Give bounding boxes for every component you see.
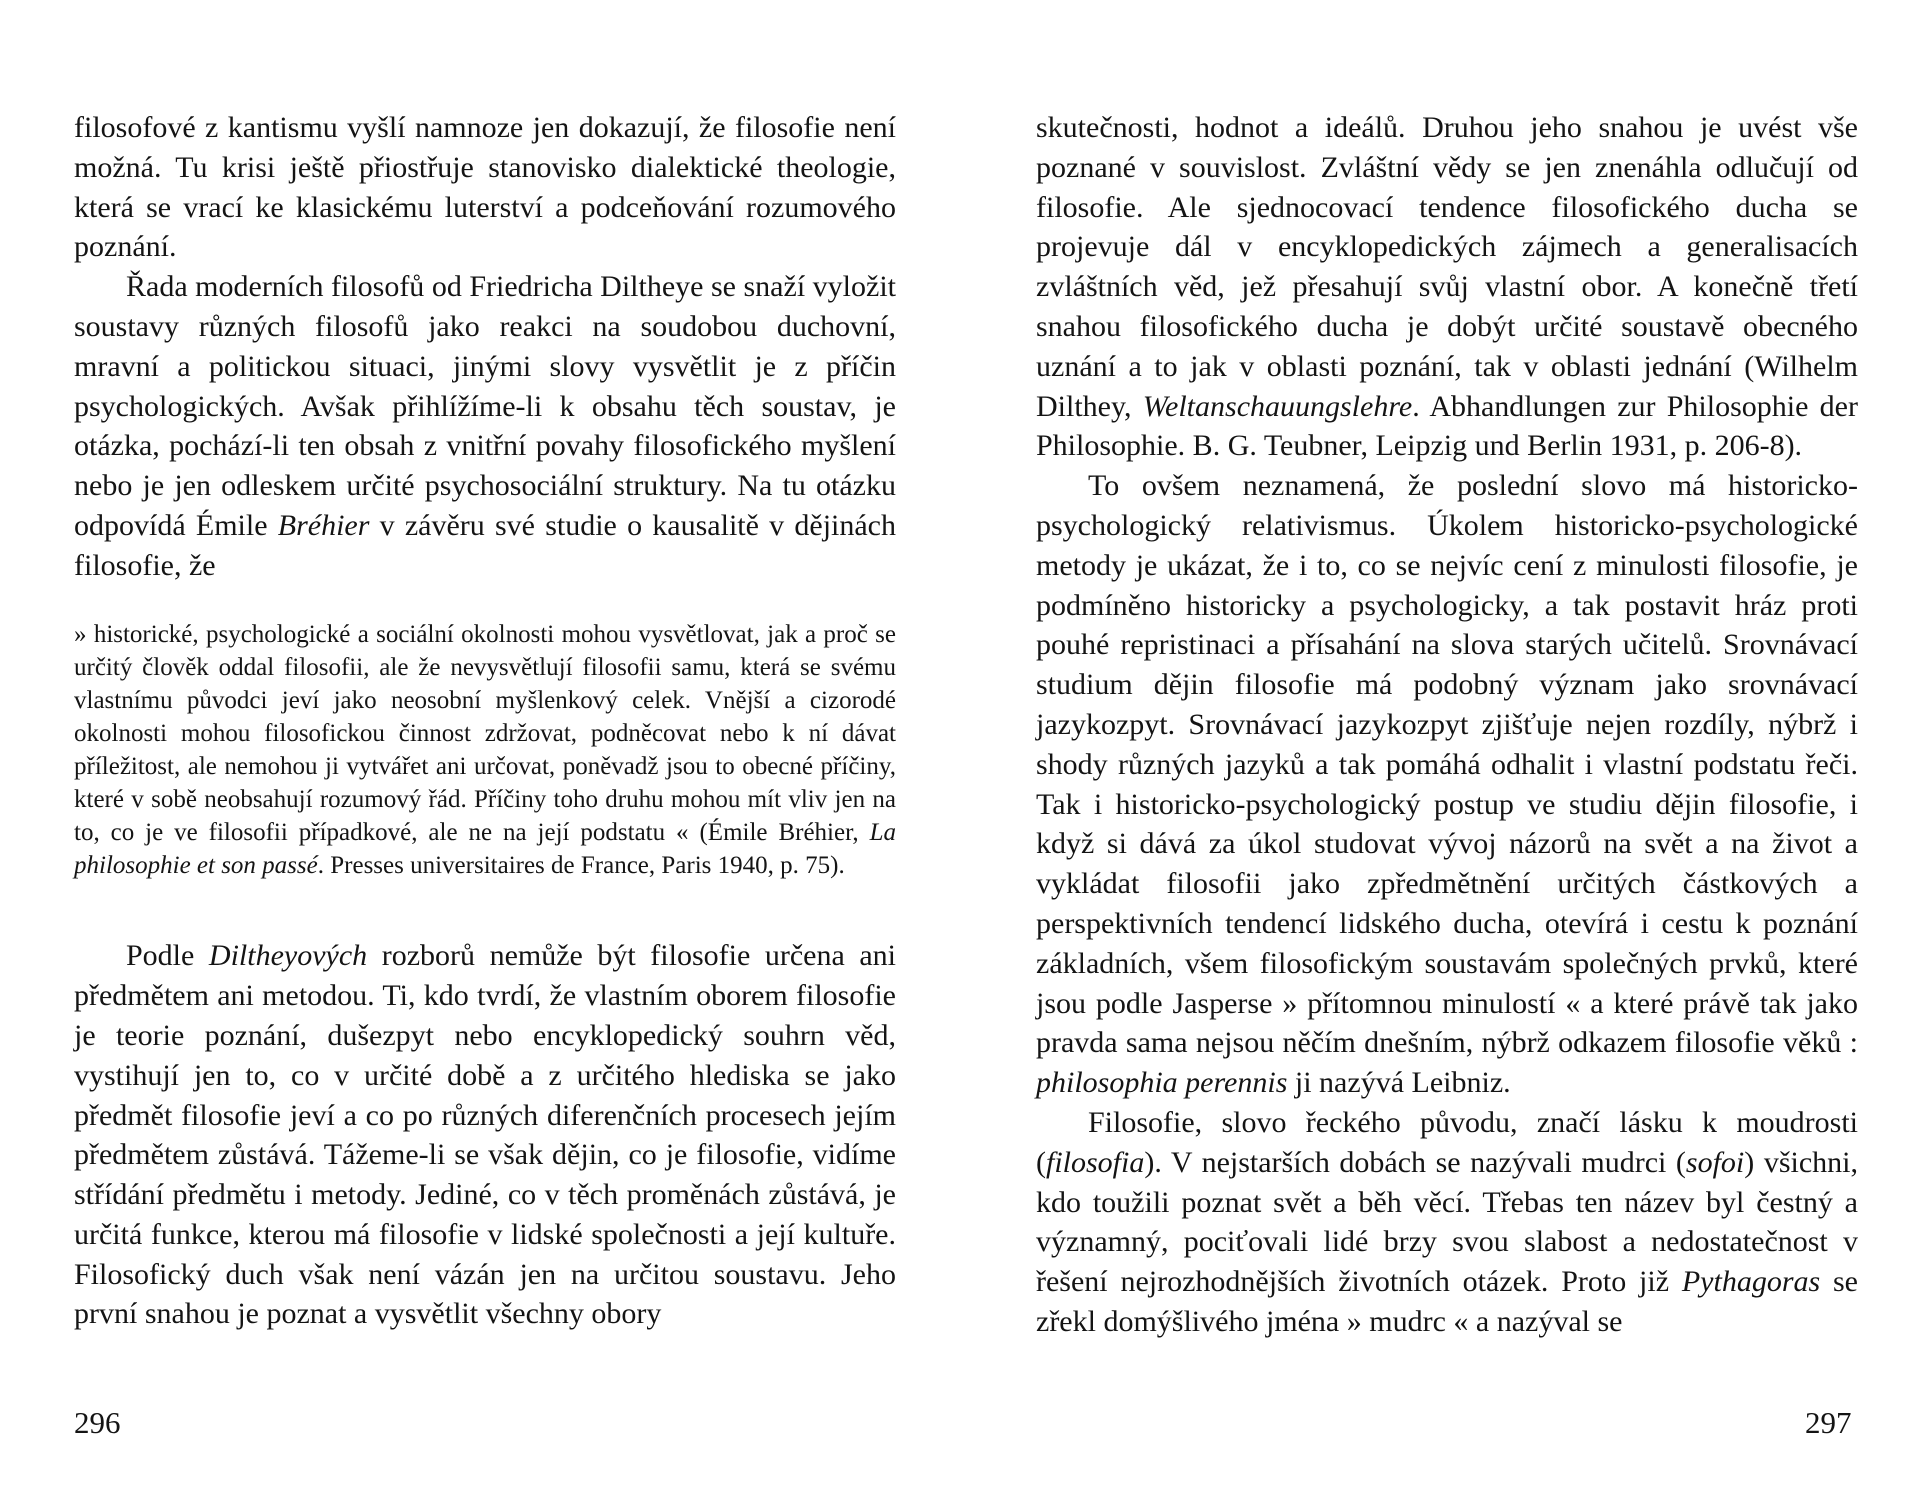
left-page <box>74 108 896 1334</box>
right-para2-text-end: ji nazývá Leibniz. <box>1287 1066 1511 1100</box>
quoted-book-title: La philosophie et son passé <box>74 819 896 880</box>
right-para3-text-c: ) všichni, kdo toužili poznat svět a běh věcí. Třebas ten název byl čestný a významný, pociťovali lidé brzy svou slabost a nedostatečnost v řešení nejrozhodnějších životních otázek. Proto již <box>1036 1145 1858 1299</box>
right-para3-text-d: se zřekl domýšlivého jména » mudrc « a nazýval se <box>1036 1265 1858 1338</box>
quotation-citation: . Presses universitaires de France, Paris 1940, p. 75). <box>317 852 845 880</box>
left-para3-text-start: Podle <box>126 939 209 973</box>
latin-term-philosophia-perennis: philosophia perennis <box>1036 1066 1288 1100</box>
left-paragraph-1 <box>74 108 896 267</box>
right-para3-text-b: ). V nejstarších dobách se nazývali mudrci ( <box>1144 1145 1686 1179</box>
right-para2-text-start: To ovšem neznamená, že poslední slovo má historicko-psychologický relativismus. Úkolem historicko-psychologické metody je ukázat, že i to, co se nejvíc cení z minulosti filosofie, je podmíněno historicky a psychologicky, a tak postavit hráz proti pouhé repristinaci a přísahání na slova starých učitelů. Srovnávací studium dějin filosofie má podobný význam jako srovnávací jazykozpyt. Srovnávací jazykozpyt zjišťuje nejen rozdíly, nýbrž i shody různých jazyků a tak pomáhá odhalit i vlastní podstatu řeči. Tak i historicko-psychologický postup ve studiu dějin filosofie, i když si dává za úkol studovat vývoj názorů na svět a na život a vykládat filosofii jako zpředmětnění určitých částkových a perspektivních tendencí lidského ducha, otevírá i cestu k poznání základních, všem filosofickým soustavám společných prvků, které jsou podle Jasperse » přítomnou minulostí « a které právě tak jako pravda sama nejsou něčím dnešním, nýbrž odkazem filosofie věků : <box>1036 469 1858 1060</box>
left-paragraph-3 <box>74 936 896 1334</box>
dilthey-book-title: Weltanschauungslehre <box>1142 389 1413 423</box>
right-paragraph-2 <box>1036 466 1858 1103</box>
right-para1-text-start: skutečnosti, hodnot a ideálů. Druhou jeho snahou je uvést vše poznané v souvislost. Zvláštní vědy se jen znenáhla odlučují od filosofie. Ale sjednocovací tendence filosofického ducha se projevuje dál v encyklopedických zájmech a generalisacích zvláštních věd, jež přesahují svůj vlastní obor. A konečně třetí snahou filosofického ducha je dobýt určité soustavě obecného uznání a to jak v oblasti poznání, tak v oblasti jednání (Wilhelm Dilthey, <box>1036 111 1858 423</box>
left-paragraph-2 <box>74 267 896 585</box>
right-page <box>1036 108 1858 1342</box>
quotation-text: » historické, psychologické a sociální okolnosti mohou vysvětlovat, jak a proč se určitý člověk oddal filosofii, ale že nevysvětlují filosofii samu, která se svému vlastnímu původci jeví jako neosobní myšlenkový celek. Vnější a cizorodé okolnosti mohou filosofickou činnost zdržovat, podněcovat nebo k ní dávat příležitost, ale nemohou ji vytvářet ani určovat, poněvadž jsou to obecné příčiny, které v sobě neobsahují rozumový řád. Příčiny toho druhu mohou mít vliv jen na to, co je ve filosofii případkové, ale ne na její podstatu « (Émile Bréhier, <box>74 620 896 847</box>
page-number-left: 296 <box>74 1405 121 1440</box>
name-pythagoras: Pythagoras <box>1681 1265 1821 1299</box>
right-para3-text-a: Filosofie, slovo řeckého původu, značí lásku k moudrosti ( <box>1036 1105 1858 1179</box>
left-para3-text-end: rozborů nemůže být filosofie určena ani předmětem ani metodou. Ti, kdo tvrdí, že vlastním oborem filosofie je teorie poznání, dušezpyt nebo encyklopedický souhrn věd, vystihují jen to, co v určité době a z určitého hlediska se jako předmět filosofie jeví a co po různých diferenčních procesech jejím předmětem zůstává. Tážeme-li se však dějin, co je filosofie, vidíme střídání předmětu i metody. Jediné, co v těch proměnách zůstává, je určitá funkce, kterou má filosofie v lidské společnosti a její kultuře. Filosofický duch však není vázán jen na určitou soustavu. Jeho první snahou je poznat a vysvětlit všechny obory <box>74 939 896 1331</box>
right-paragraph-1 <box>1036 108 1858 466</box>
author-name-dilthey: Diltheyových <box>208 939 368 973</box>
brehier-quotation <box>74 618 896 883</box>
author-name-brehier: Bréhier <box>277 508 370 542</box>
greek-term-sofoi: sofoi <box>1685 1145 1745 1179</box>
left-para2-text-end: v závěru své studie o kausalitě v dějinách filosofie, že <box>74 508 896 582</box>
greek-term-filosofia: filosofia <box>1046 1145 1145 1179</box>
left-para1-text: filosofové z kantismu vyšlí namnoze jen dokazují, že filosofie není možná. Tu krisi ještě přiostřuje stanovisko dialektické theologie, která se vrací ke klasickému luterství a podceňování rozumového poznání. <box>74 111 896 264</box>
left-para2-text-start: Řada moderních filosofů od Friedricha Diltheye se snaží vyložit soustavy různých filosofů jako reakci na soudobou duchovní, mravní a politickou situaci, jinými slovy vysvětlit je z příčin psychologických. Avšak přihlížíme-li k obsahu těch soustav, je otázka, pochází-li ten obsah z vnitřní povahy filosofického myšlení nebo je jen odleskem určité psychosociální struktury. Na tu otázku odpovídá Émile <box>74 270 896 542</box>
right-paragraph-3 <box>1036 1103 1858 1342</box>
right-para1-text-end: . Abhandlungen zur Philosophie der Philosophie. B. G. Teubner, Leipzig und Berlin 1931, p. 206-8). <box>1036 389 1858 463</box>
page-number-right: 297 <box>1805 1405 1852 1440</box>
